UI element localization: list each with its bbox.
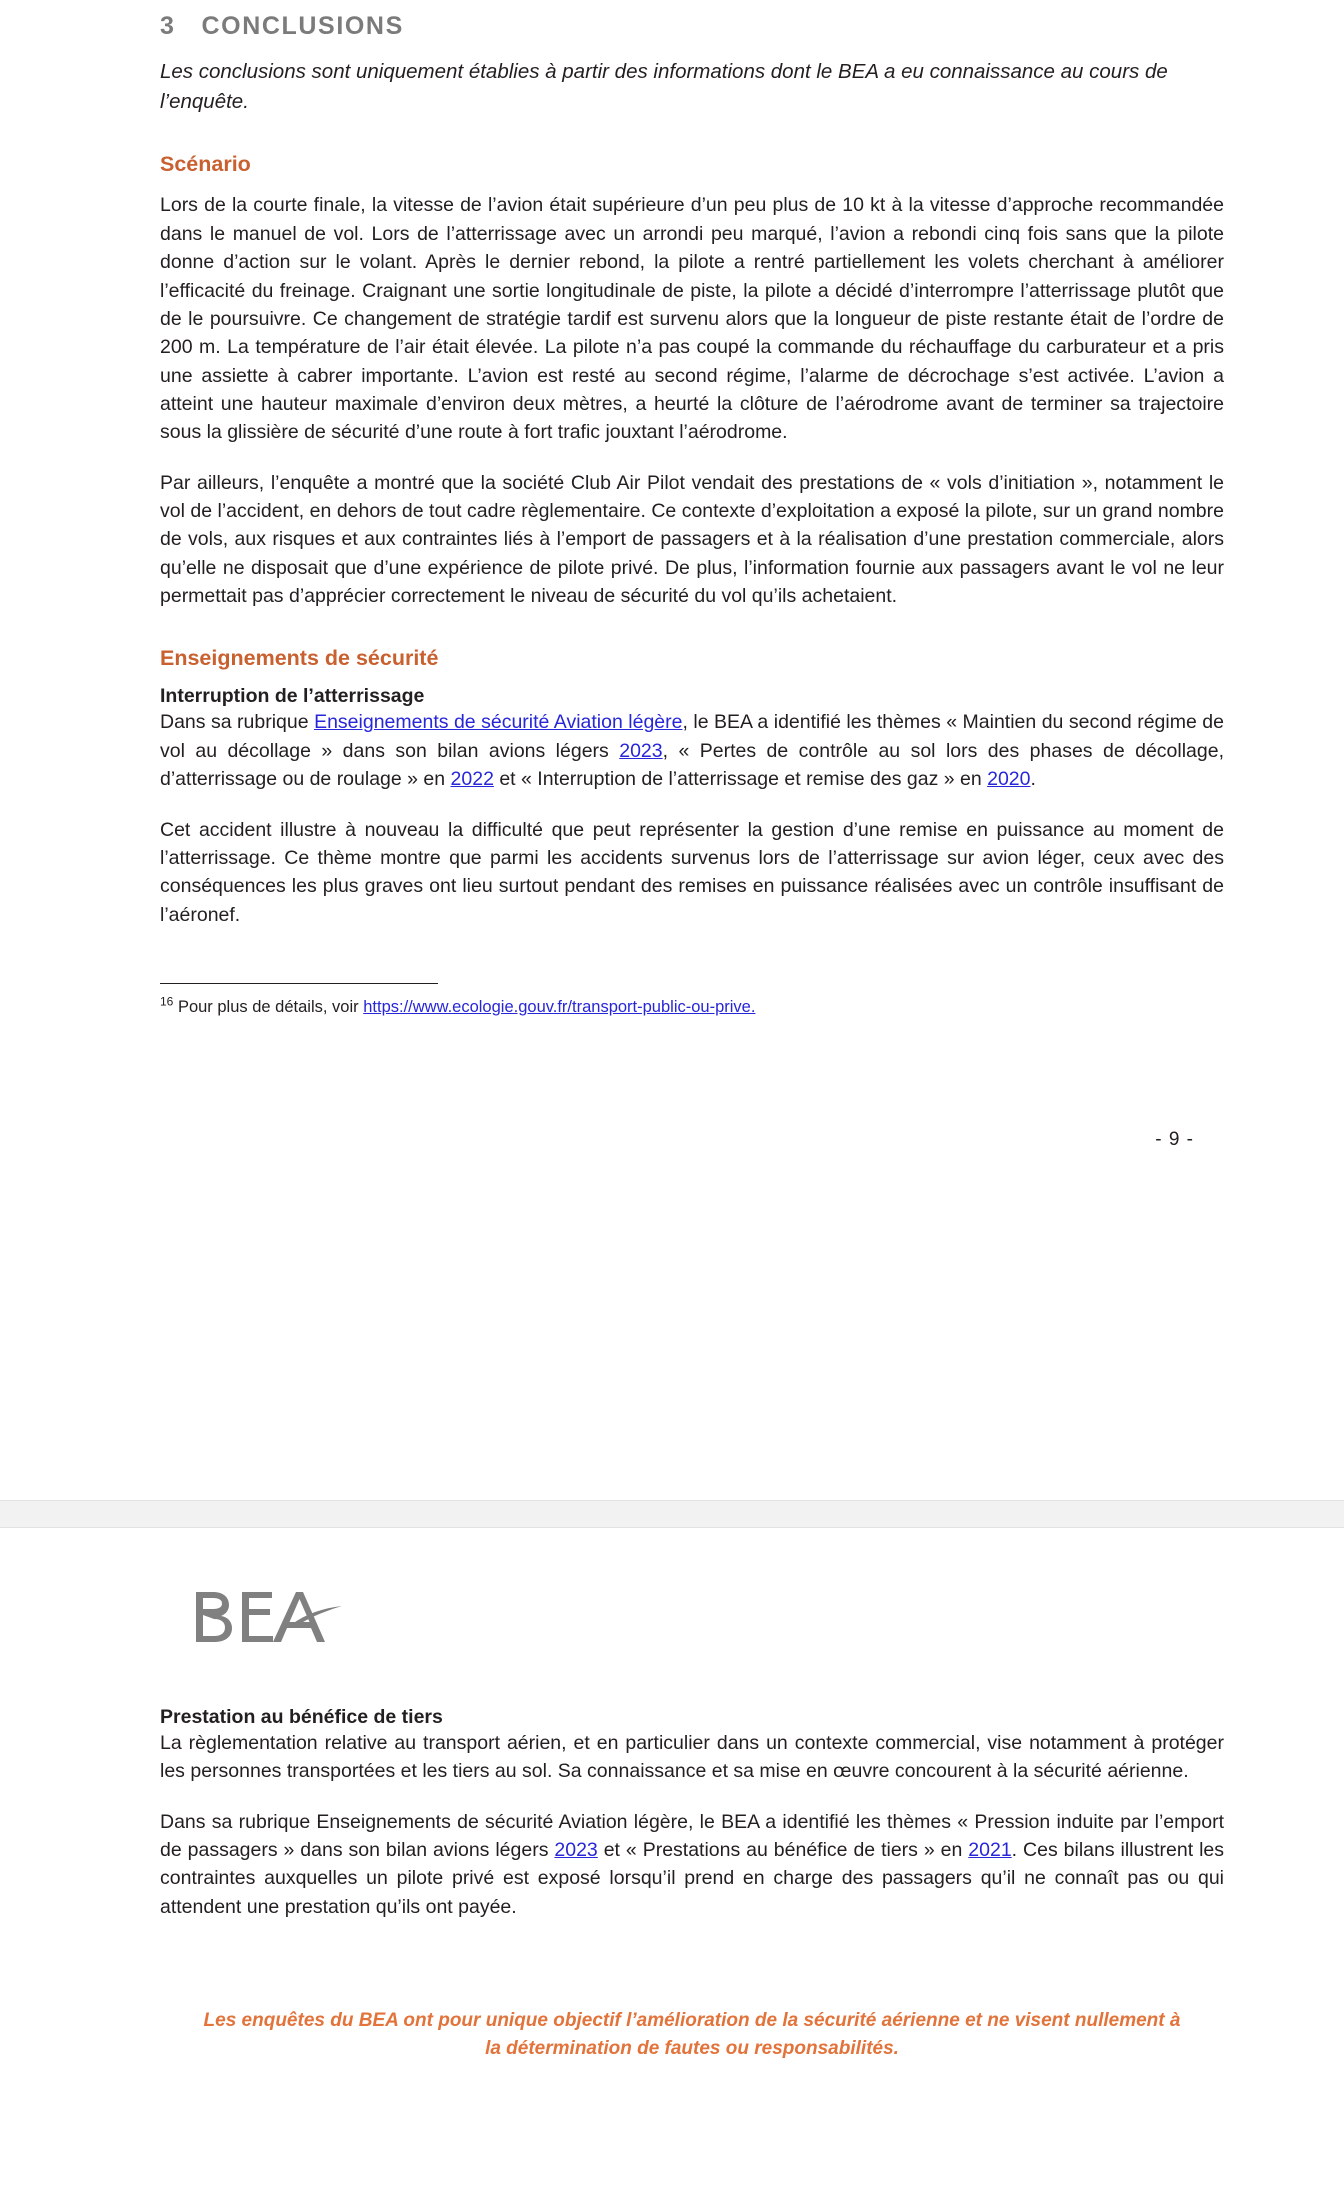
link-bilan-2021[interactable]: 2021 [968,1839,1012,1862]
link-bilan-2020[interactable]: 2020 [987,768,1031,791]
footnote-16 [160,996,1224,1019]
page-2-content [160,1648,1224,1921]
scenario-heading: Scénario [160,152,251,177]
footnote-text: Pour plus de détails, voir [173,997,364,1016]
page-number: - 9 - [1155,1129,1194,1151]
safety-lessons-heading: Enseignements de sécurité [160,646,439,671]
prestation-paragraph-1: La règlementation relative au transport aérien, et en particulier dans un contexte commercial, vise notamment à protéger les personnes transportées et les tiers au sol. Sa connaissance et sa mise en œuvre concourent à la sécurité aérienne. [160,1732,1224,1783]
safety-lessons-paragraph [160,708,1224,793]
lessons-text-prefix: Dans sa rubrique [160,711,315,734]
footnote-separator [160,983,438,984]
scenario-paragraph-2: Par ailleurs, l’enquête a montré que la société Club Air Pilot vendait des prestations de « vols d’initiation », notamment le vol de l’accident, en dehors de tout cadre règlementaire. Ce contexte d’exploitation a exposé la pilote, sur un grand nombre de vols, aux risques et aux contraintes liés à l’emport de passagers et à la réalisation d’une prestation commerciale, alors qu’elle ne disposait que d’une expérience de pilote privé. De plus, l’information fournie aux passagers avant le vol ne leur permettait pas d’apprécier correctement le niveau de sécurité du vol qu’ils achetaient. [160,471,1224,608]
bea-logo-icon [192,1586,342,1648]
prestation-text-prefix: Dans sa rubrique Enseignements de sécurité Aviation légère, le BEA a identifié les thèmes « Pression induite par l’emport de passagers » dans son bilan avions légers [160,1810,1224,1862]
section-number: 3 [160,12,176,40]
landing-interruption-heading: Interruption de l’atterrissage [160,685,425,708]
lessons-closing-paragraph: Cet accident illustre à nouveau la difficulté que peut représenter la gestion d’une remise en puissance au moment de l’atterrissage. Ce thème montre que parmi les accidents survenus lors de l’atterrissage sur avion léger, ceux avec des conséquences les plus graves ont lieu surtout pendant des remises en puissance réalisées avec un contrôle insuffisant de l’aéronef. [160,818,1224,926]
link-bilan-2023[interactable]: 2023 [619,739,663,762]
conclusions-lede: Les conclusions sont uniquement établies à partir des informations dont le BEA a eu connaissance au cours de l’enquête. [160,60,1168,113]
scenario-paragraph: Lors de la courte finale, la vitesse de l’avion était supérieure d’un peu plus de 10 kt à la vitesse d’approche recommandée dans le manuel de vol. Lors de l’atterrissage avec un arrondi peu marqué, l’avion a rebondi cinq fois sans que la pilote donne d’action sur le volant. Après le dernier rebond, la pilote a rentré partiellement les volets cherchant à améliorer l’efficacité du freinage. Craignant une sortie longitudinale de piste, la pilote a décidé d’interrompre l’atterrissage plutôt que de le poursuivre. Ce changement de stratégie tardif est survenu alors que la longueur de piste restante était de l’ordre de 200 m. La température de l’air était élevée. La pilote n’a pas coupé la commande du réchauffage du carburateur et a pris une assiette à cabrer importante. L’avion est resté au second régime, l’alarme de décrochage s’est activée. L’avion a atteint une hauteur maximale d’environ deux mètres, a heurté la clôture de l’aérodrome avant de terminer sa trajectoire sous la glissière de sécurité d’une route à fort trafic jouxtant l’aérodrome. [160,194,1224,444]
page-title [160,0,1224,41]
prestation-text-mid: et « Prestations au bénéfice de tiers » en [597,1839,969,1862]
footnote-url-link[interactable]: https://www.ecologie.gouv.fr/transport-public-ou-prive. [363,997,756,1016]
lessons-text-mid-2: , « Pertes de contrôle au sol lors des phases de décollage, d’atterrissage ou de roulage » en [160,739,1224,791]
lessons-text-end: . [1030,768,1036,791]
bea-logo-container [160,1528,1224,1648]
prestation-text-end: . Ces bilans illustrent les contraintes auxquelles un pilote privé est exposé lorsqu’il prend en charge des passagers qu’il ne connaît pas ou qui attendent une prestation qu’ils ont payée. [160,1839,1224,1918]
prestation-heading: Prestation au bénéfice de tiers [160,1706,443,1728]
link-bilan-2022[interactable]: 2022 [450,768,494,791]
footnote-marker: 16 [160,994,174,1009]
lessons-text-mid-3: et « Interruption de l’atterrissage et remise des gaz » en [493,768,988,791]
footnote-area [160,983,1224,1019]
lessons-text-mid-1: , le BEA a identifié les thèmes « Maintien du second régime de vol au décollage » dans son bilan avions légers [160,711,1224,762]
link-bilan-2023-page2[interactable]: 2023 [554,1839,598,1862]
page-separator [0,1500,1344,1528]
report-page-2 [0,1528,1344,2168]
section-title-text: CONCLUSIONS [201,12,404,40]
prestation-paragraph-2 [160,1808,1224,1921]
footer-disclaimer: Les enquêtes du BEA ont pour unique objectif l’amélioration de la sécurité aérienne et ne visent nullement à la détermination de fautes ou responsabilités. [203,2010,1181,2059]
link-enseignements-aviation-legere[interactable]: Enseignements de sécurité Aviation légère [314,711,683,734]
